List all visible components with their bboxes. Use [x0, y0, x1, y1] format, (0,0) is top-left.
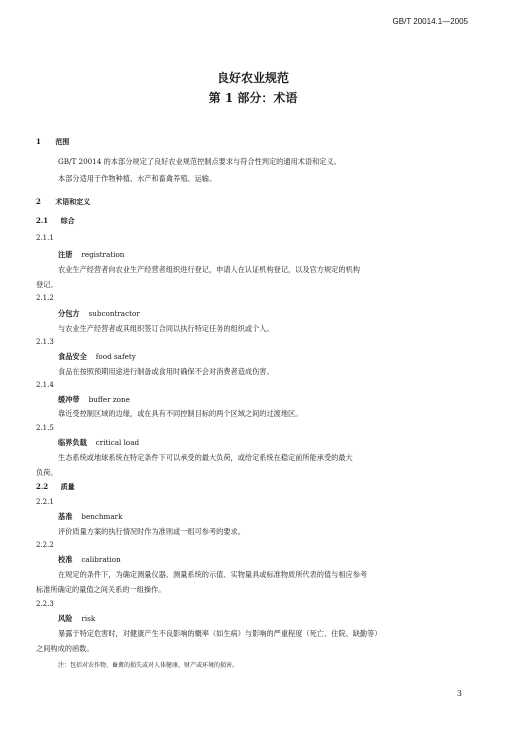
section-number: 2.2 — [36, 482, 49, 491]
clause-number: 2.1.2 — [36, 294, 54, 302]
term-zh: 缓冲带 — [58, 395, 80, 404]
section-title: 范围 — [55, 137, 70, 146]
section-title: 质量 — [60, 482, 75, 491]
doc-title: 良好农业规范 — [216, 71, 289, 85]
clause-number: 2.2.1 — [36, 498, 54, 506]
term-en: subcontractor — [88, 309, 140, 318]
term-entry — [58, 614, 95, 624]
term-entry — [58, 555, 121, 565]
term-definition: 与农业生产经营者或其组织签订合同以执行特定任务的组织或个人。 — [58, 324, 274, 333]
term-definition: 食品在按照预期用途进行制备或食用时确保不会对消费者造成伤害。 — [58, 367, 274, 376]
section-title: 综合 — [60, 216, 75, 225]
term-zh: 临界负载 — [58, 438, 87, 447]
subsection-2-1-heading — [36, 216, 75, 226]
term-definition-cont: 之间构成的函数。 — [36, 644, 94, 653]
doc-subtitle: 第 1 部分：术语 — [208, 91, 298, 105]
term-entry — [58, 250, 124, 260]
term-en: buffer zone — [88, 395, 130, 404]
term-definition: 农业生产经营者向农业生产经营者组织进行登记，申请人在认证机构登记，以及官方规定的机构 — [58, 265, 360, 274]
clause-number: 2.2.2 — [36, 541, 54, 549]
term-zh: 基准 — [58, 512, 73, 521]
term-en: risk — [81, 614, 96, 623]
term-zh: 风险 — [58, 614, 73, 623]
subsection-2-2-heading — [36, 482, 75, 492]
term-definition: 靠近受控制区域的边缘，或在具有不同控制目标的两个区域之间的过渡地区。 — [58, 409, 303, 418]
term-entry — [58, 395, 130, 405]
standard-number: GB/T 20014.1—2005 — [392, 17, 468, 26]
term-definition: 评价质量方案的执行情况时作为准则或一组可参考的要求。 — [58, 527, 245, 536]
term-definition-cont: 标准所确定的量值之间关系的一组操作。 — [36, 585, 166, 594]
term-entry — [58, 309, 140, 319]
term-en: registration — [81, 250, 125, 259]
term-zh: 食品安全 — [58, 352, 87, 361]
clause-number: 2.1.1 — [36, 234, 54, 242]
term-zh: 分包方 — [58, 309, 80, 318]
term-en: food safety — [95, 352, 136, 361]
section-title: 术语和定义 — [55, 197, 91, 206]
clause-number: 2.1.5 — [36, 424, 54, 432]
section-number: 1 — [36, 137, 41, 146]
term-en: calibration — [81, 555, 121, 564]
section-1-heading — [36, 137, 69, 147]
clause-number: 2.1.3 — [36, 338, 54, 346]
section-2-heading — [36, 197, 90, 207]
term-en: benchmark — [81, 512, 123, 521]
term-definition: 生态系统或地球系统在特定条件下可以承受的最大负荷，或给定系统在稳定前所能承受的最大 — [58, 453, 353, 462]
section-number: 2 — [36, 197, 41, 206]
clause-number: 2.1.4 — [36, 381, 54, 389]
clause-number: 2.2.3 — [36, 600, 54, 608]
term-en: critical load — [95, 438, 140, 447]
term-zh: 校准 — [58, 555, 73, 564]
note: 注：包括对农作物、畜禽的损失或对人体健康、财产或环境的损害。 — [58, 662, 239, 669]
scope-paragraph-2: 本部分适用于作物种植、水产和畜禽养殖、运输。 — [58, 174, 217, 183]
term-definition: 暴露于特定危害时，对健康产生不良影响的概率（如生病）与影响的严重程度（死亡、住院、缺勤等） — [58, 629, 382, 638]
term-definition: 在规定的条件下，为确定测量仪器、测量系统的示值、实物量具或标准物质所代表的值与相应参考 — [58, 570, 368, 579]
term-entry — [58, 512, 122, 522]
term-definition-cont: 登记。 — [36, 280, 58, 289]
scope-paragraph-1: GB/T 20014 的本部分规定了良好农业规范控制点要求与符合性判定的通用术语和定义。 — [58, 157, 341, 166]
section-number: 2.1 — [36, 216, 49, 225]
term-definition-cont: 负荷。 — [36, 468, 58, 477]
term-entry — [58, 438, 139, 448]
term-entry — [58, 352, 136, 362]
term-zh: 注册 — [58, 250, 73, 259]
page-number: 3 — [456, 689, 462, 698]
